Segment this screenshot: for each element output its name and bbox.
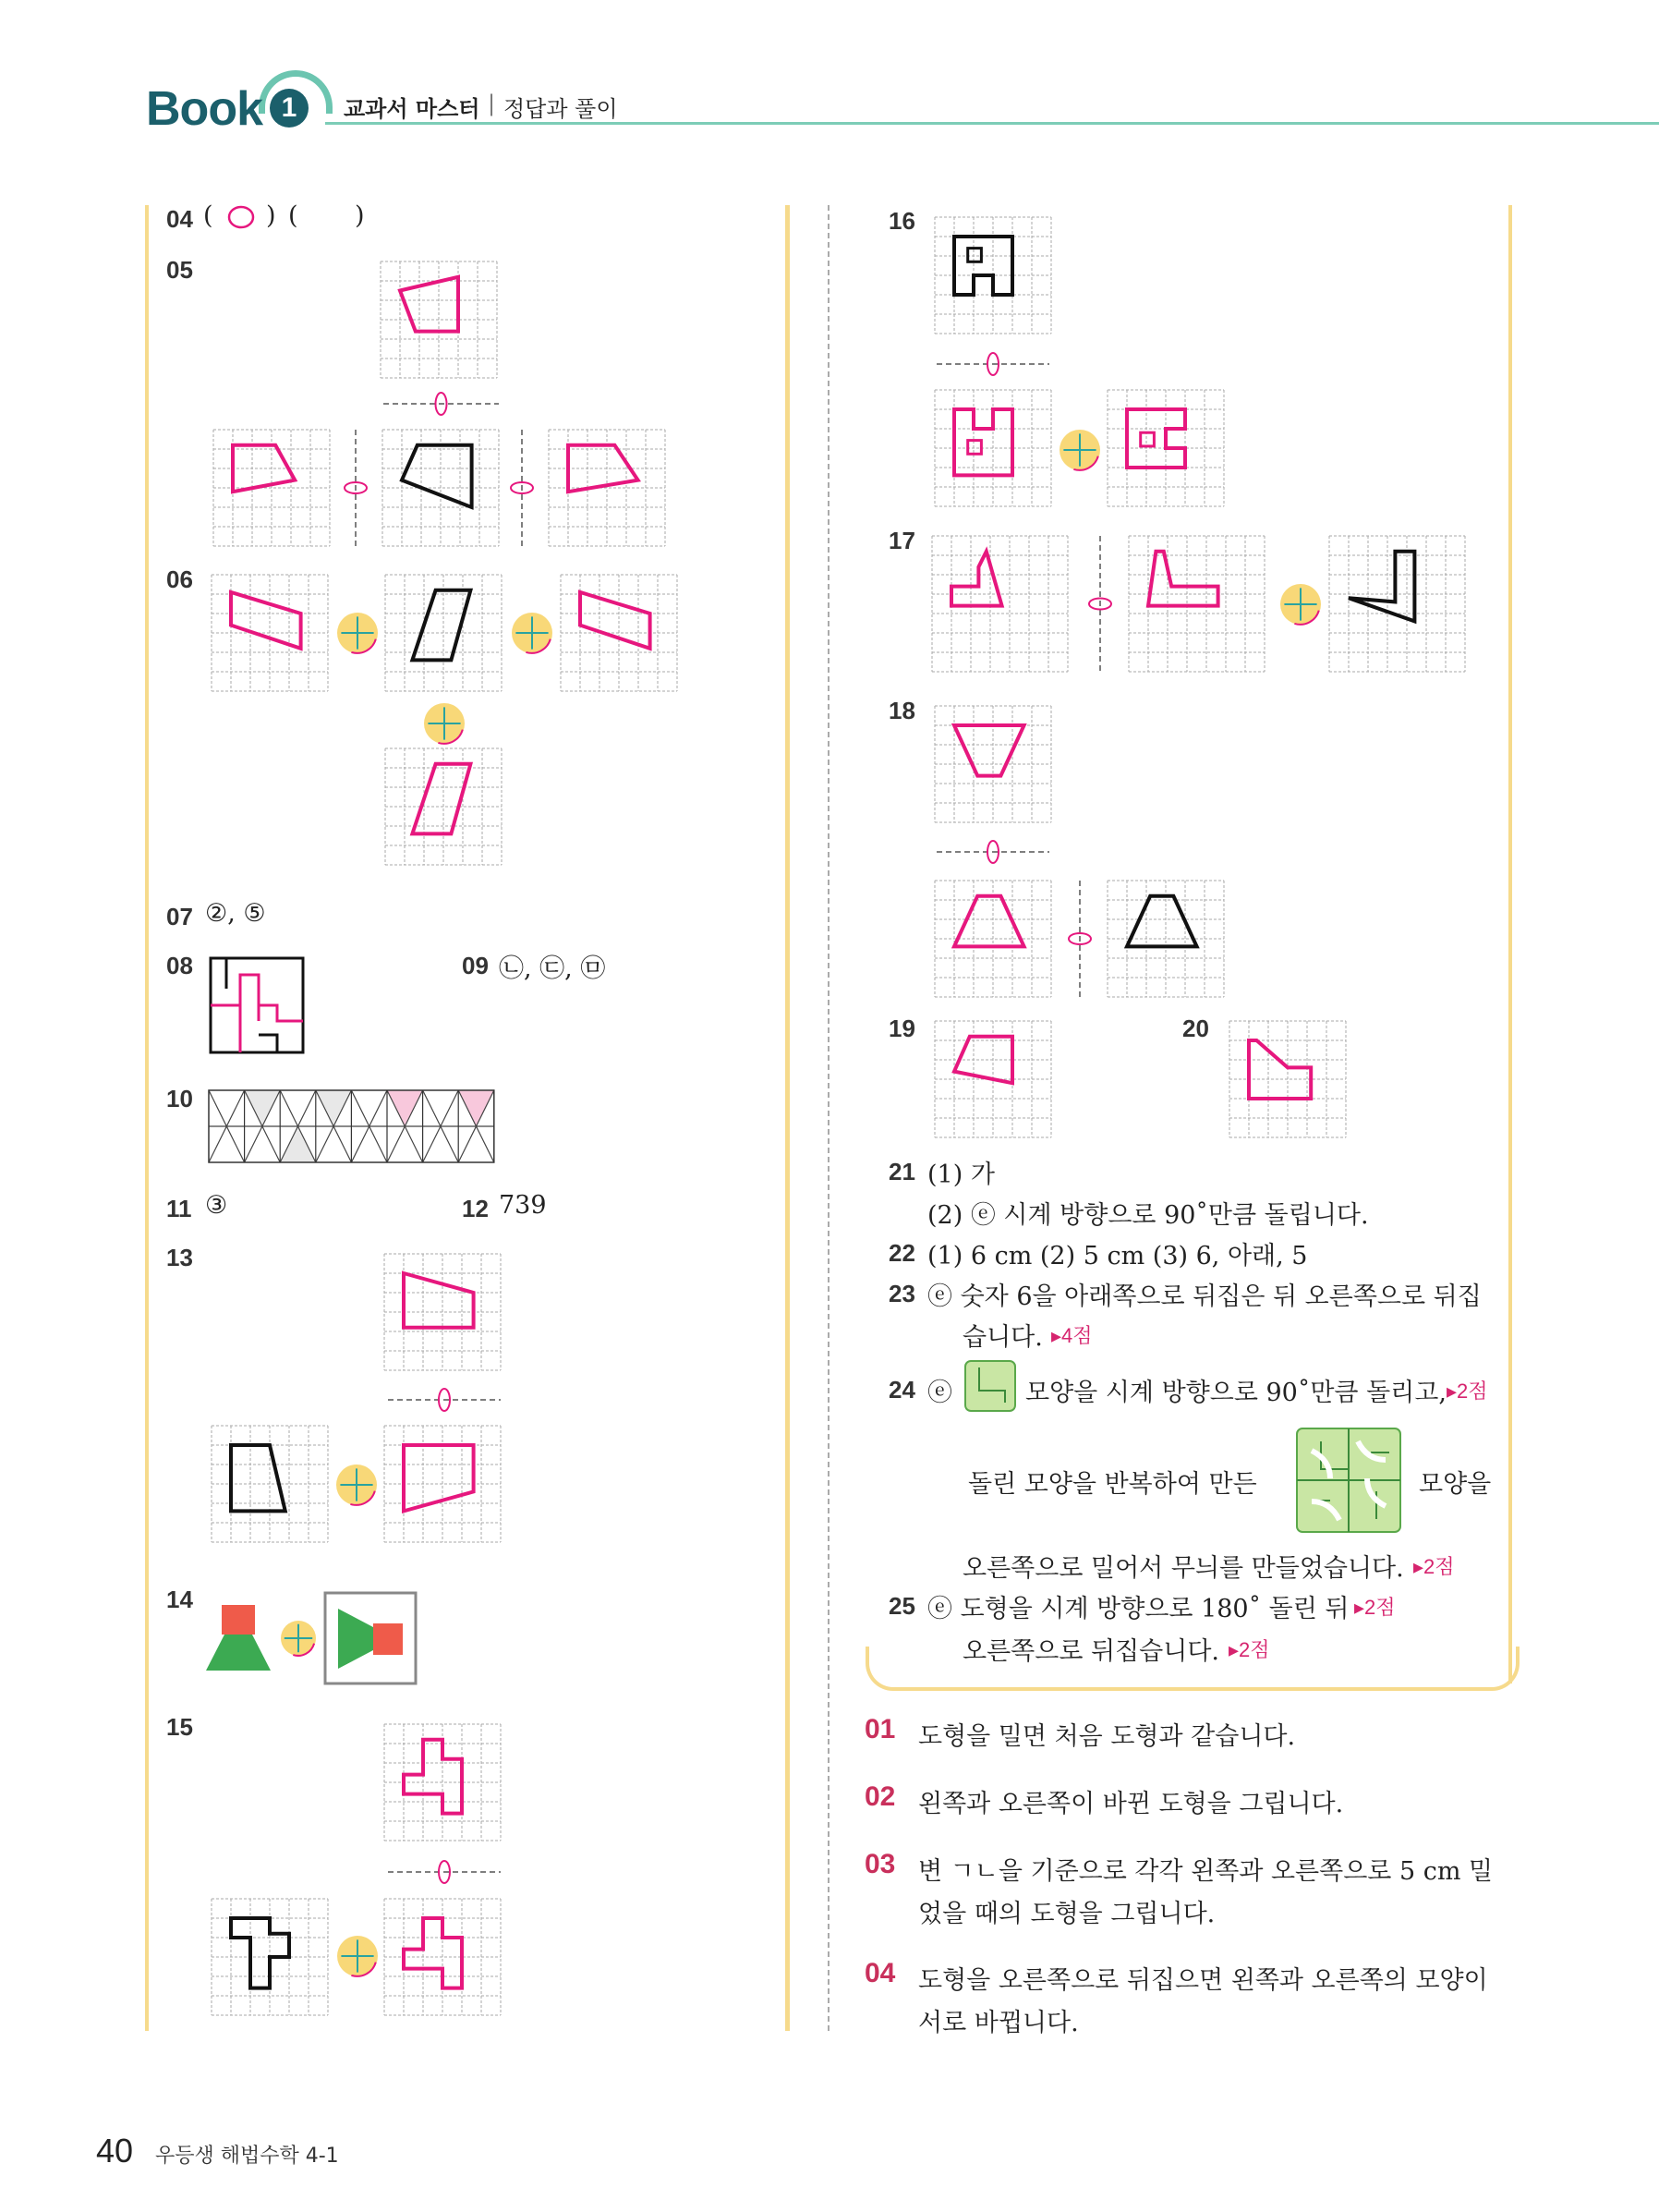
q13-number: 13 <box>166 1244 193 1271</box>
q16-rotate-icon <box>1060 430 1100 470</box>
q13-grid-right <box>384 1426 501 1542</box>
q06-grid-bottom <box>385 748 502 865</box>
q18-grid-bottom-left <box>935 881 1051 997</box>
q20-grid <box>1229 1021 1346 1137</box>
q24-points-1: ▸2점 <box>1447 1379 1488 1403</box>
q06-grid-right <box>561 575 677 691</box>
q14-green-trapezoid-right <box>338 1609 373 1669</box>
q09-answer: ㉡, ㉢, ㉤ <box>499 954 606 983</box>
q25-number: 25 <box>889 1592 915 1620</box>
expl-04-line1: 도형을 오른쪽으로 뒤집으면 왼쪽과 오른쪽의 모양이 <box>918 1966 1488 1995</box>
q06-shape-left <box>231 592 301 649</box>
expl-03-line2: 었을 때의 도형을 그립니다. <box>918 1900 1216 1928</box>
q15-rotate-icon <box>337 1936 378 1976</box>
q23-line1: ⓔ 숫자 6을 아래쪽으로 뒤집은 뒤 오른쪽으로 뒤집 <box>927 1282 1482 1311</box>
q13-shape-left <box>231 1445 285 1511</box>
q04-paren-close: ) <box>266 201 276 230</box>
q17-shape-right <box>1349 552 1414 622</box>
expl-02-number: 02 <box>865 1781 896 1812</box>
q05-shape-center <box>402 445 472 507</box>
q18-grid-bottom-right <box>1108 881 1224 997</box>
q25-line2: 오른쪽으로 뒤집습니다. <box>963 1637 1219 1666</box>
q05-number: 05 <box>166 256 193 284</box>
expl-03-line1: 변 ㄱㄴ을 기준으로 각각 왼쪽과 오른쪽으로 5 cm 밀 <box>918 1857 1494 1886</box>
q05-shape-top <box>400 277 458 332</box>
q12-number: 12 <box>462 1195 489 1222</box>
q15-flip-horizontal <box>388 1861 501 1883</box>
q13-grid-left <box>212 1426 328 1542</box>
q12-answer: 739 <box>499 1191 547 1220</box>
q09-number: 09 <box>462 952 489 979</box>
q13-flip-horizontal <box>388 1389 501 1411</box>
q06-grid-center <box>385 575 502 691</box>
q24-mark: ⓔ <box>927 1379 952 1407</box>
q24-number: 24 <box>889 1376 915 1404</box>
q14-red-square-right <box>373 1623 403 1655</box>
q14-number: 14 <box>166 1586 193 1613</box>
q16-grid-bottom-left <box>935 390 1051 506</box>
q08-pink-path <box>211 975 303 1052</box>
page-number: 40 <box>96 2132 134 2169</box>
q22-line1: (1) 6 cm (2) 5 cm (3) 6, 아래, 5 <box>927 1242 1308 1270</box>
q11-answer: ③ <box>205 1191 228 1220</box>
q24-line2b: 모양을 <box>1419 1470 1492 1499</box>
q06-rotate-icon-right <box>512 613 552 653</box>
q17-number: 17 <box>889 527 915 554</box>
expl-02-line1: 왼쪽과 오른쪽이 바뀐 도형을 그립니다. <box>918 1790 1344 1818</box>
q16-shape-bottom-left <box>954 409 1012 475</box>
q14-rotate-icon <box>281 1621 316 1656</box>
q13-grid-top <box>384 1254 501 1370</box>
q06-shape-right <box>580 592 650 649</box>
q16-flip-horizontal <box>937 353 1049 375</box>
q16-hole-top <box>968 249 982 262</box>
q16-hole-bottom-left <box>968 441 982 455</box>
book-number-badge: 1 <box>270 89 309 128</box>
q20-shape <box>1249 1040 1311 1099</box>
q25-points-1: ▸2점 <box>1354 1596 1396 1619</box>
q16-number: 16 <box>889 207 915 235</box>
q04-number: 04 <box>166 205 193 233</box>
q04-paren-open-2: ( <box>288 201 298 230</box>
q24-line1: 모양을 시계 방향으로 90˚만큼 돌리고, <box>1025 1379 1447 1407</box>
q05-flip-left <box>345 430 367 546</box>
expl-01-line1: 도형을 밀면 처음 도형과 같습니다. <box>918 1722 1296 1751</box>
header-separator: | <box>488 91 496 116</box>
q06-grid-left <box>212 575 328 691</box>
q24-points-2: ▸2점 <box>1413 1555 1455 1578</box>
q13-shape-top <box>404 1273 474 1328</box>
q05-grid-right <box>549 430 665 546</box>
q20-number: 20 <box>1182 1015 1209 1042</box>
q21-line1: (1) 가 <box>927 1161 995 1189</box>
q14-red-square-left <box>222 1605 255 1635</box>
q13-rotate-icon <box>336 1465 377 1505</box>
q08-number: 08 <box>166 952 193 979</box>
q23-points: ▸4점 <box>1051 1324 1093 1347</box>
q06-rotate-icon-left <box>337 613 378 653</box>
q24-small-tile <box>965 1361 1015 1411</box>
q18-flip-horizontal <box>937 841 1049 863</box>
q17-shape-center <box>1148 552 1218 606</box>
q05-flip-right <box>511 430 533 546</box>
q18-grid-top <box>935 706 1051 822</box>
q06-number: 06 <box>166 565 193 593</box>
q15-shape-right <box>404 1918 462 1988</box>
q13-shape-right <box>404 1445 474 1511</box>
q22-number: 22 <box>889 1239 915 1267</box>
q04-paren-close-2: ) <box>355 201 365 230</box>
expl-04-line2: 서로 바뀝니다. <box>918 2009 1079 2037</box>
q15-number: 15 <box>166 1713 193 1741</box>
header-subtitle: 정답과 풀이 <box>503 96 618 122</box>
expl-01-number: 01 <box>865 1714 896 1744</box>
q15-shape-left <box>231 1918 289 1988</box>
q06-shape-center <box>412 590 470 661</box>
q05-flip-horizontal <box>383 393 499 415</box>
q05-grid-left <box>213 430 330 546</box>
q15-grid-right <box>384 1899 501 2015</box>
q17-shape-left <box>951 552 1002 606</box>
q17-grid-right <box>1329 536 1465 672</box>
q18-number: 18 <box>889 697 915 724</box>
q19-number: 19 <box>889 1015 915 1042</box>
q04-paren-open: ( <box>203 201 213 230</box>
q21-number: 21 <box>889 1158 915 1185</box>
expl-04-number: 04 <box>865 1958 896 1988</box>
q07-number: 07 <box>166 903 193 930</box>
footer-book-title: 우등생 해법수학 4-1 <box>155 2145 339 2168</box>
q17-flip-vertical <box>1089 536 1111 672</box>
q11-number: 11 <box>166 1195 192 1222</box>
expl-03-number: 03 <box>865 1849 896 1879</box>
q14-green-trapezoid-left <box>206 1635 271 1671</box>
q24-line2a: 돌린 모양을 반복하여 만든 <box>968 1470 1257 1499</box>
q05-grid-top <box>381 261 497 378</box>
q25-points-2: ▸2점 <box>1229 1638 1270 1661</box>
q23-number: 23 <box>889 1280 915 1307</box>
q25-line1: ⓔ 도형을 시계 방향으로 180˚ 돌린 뒤 <box>927 1595 1350 1623</box>
book-logo: Book <box>146 82 262 136</box>
q06-rotate-icon-bottom <box>424 703 465 744</box>
q23-line2: 습니다. <box>963 1323 1043 1352</box>
q21-line2: (2) ⓔ 시계 방향으로 90˚만큼 돌립니다. <box>927 1201 1369 1230</box>
q15-shape-top <box>404 1740 462 1814</box>
q10-pattern-strip <box>209 1090 494 1162</box>
q06-shape-bottom <box>412 764 470 834</box>
q18-shape-top <box>954 725 1024 776</box>
q10-number: 10 <box>166 1085 193 1112</box>
q16-shape-top <box>954 237 1012 295</box>
q24-line3: 오른쪽으로 밀어서 무늬를 만들었습니다. <box>963 1554 1404 1583</box>
q16-hole-bottom-right <box>1141 432 1155 446</box>
q18-flip-vertical <box>1069 881 1091 997</box>
q07-answer: ②, ⑤ <box>205 899 266 928</box>
q16-shape-bottom-right <box>1127 409 1185 468</box>
q17-rotate-icon <box>1280 584 1321 625</box>
header-title: 교과서 마스터 <box>344 96 480 122</box>
q05-grid-center <box>382 430 499 546</box>
